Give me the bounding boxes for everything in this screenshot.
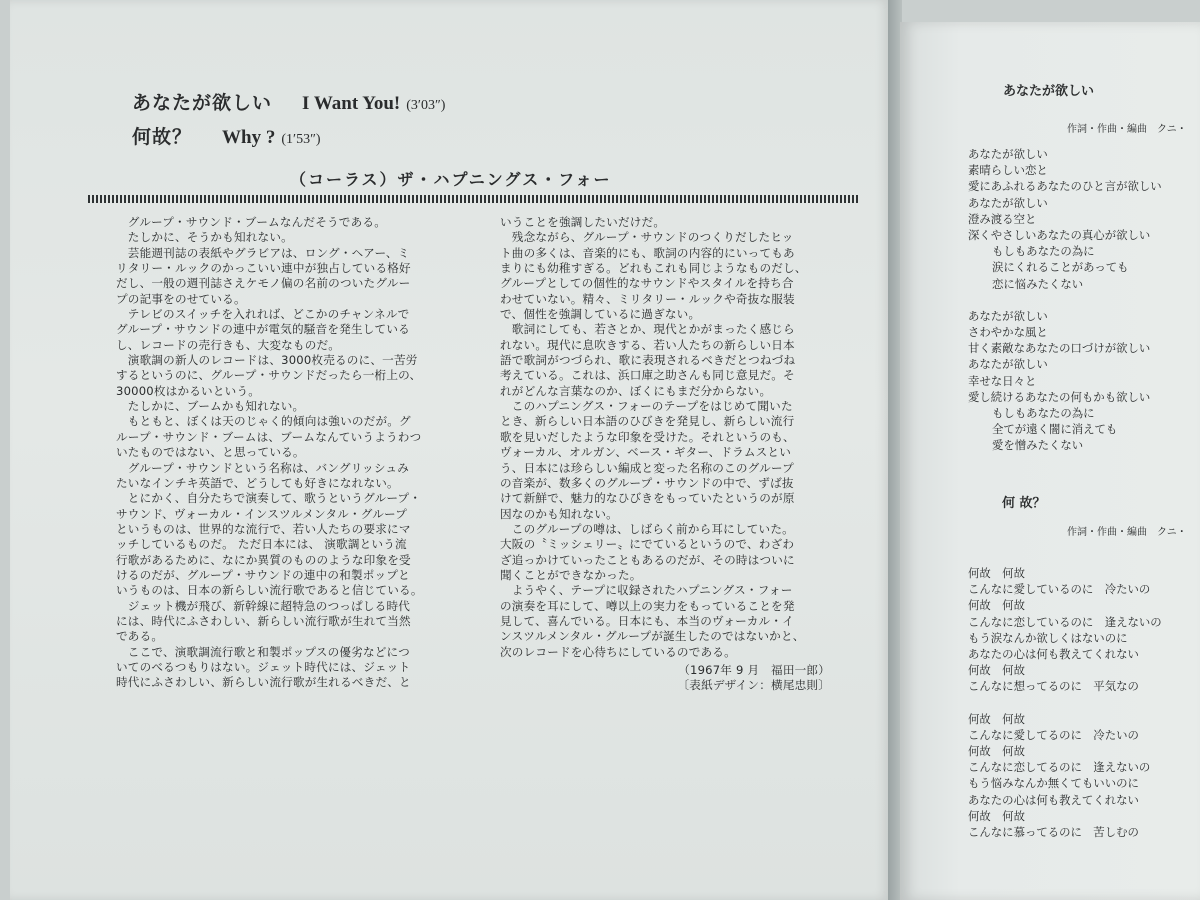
lyric-line: 愛にあふれるあなたのひと言が欲しい (968, 179, 1162, 194)
liner-note-line: いてのべるつもりはない。ジェット時代には、ジェット (116, 659, 411, 674)
lyric-line: 何故 何故 (968, 808, 1025, 823)
lyric-line: こんなに愛しているのに 冷たいの (968, 582, 1151, 597)
author-signature: （1967年 9 月 福田一郎） (678, 662, 830, 677)
liner-note-line: れがどんな言葉なのか、ぼくにもまだ分からない。 (500, 383, 772, 398)
lyric-line: もしもあなたの為に (992, 406, 1095, 421)
liner-note-line: ループ・サウンド・ブームは、ブームなんていうようわつ (116, 429, 422, 444)
liner-note-line: とき、新らしい日本語のひびきを発見し、新らしい流行 (500, 414, 795, 429)
lyric-line: こんなに想ってるのに 平気なの (968, 679, 1139, 694)
liner-note-line: の演奏を耳にして、噂以上の実力をもっていることを発 (500, 598, 795, 613)
lyric-line: こんなに恋しているのに 逢えないの (968, 614, 1162, 629)
liner-note-line: 時代にふさわしい、新らしい流行歌が生れるべきだ、と (116, 675, 411, 690)
liner-note-line: 演歌調の新人のレコードは、3000枚売るのに、一苦労 (116, 353, 418, 368)
lyrics-title-1: あなたが欲しい (1003, 84, 1095, 99)
liner-note-line: いたものではない、と思っている。 (116, 445, 305, 460)
lyrics-credit-2: 作詞・作曲・編曲 クニ・ (1067, 527, 1187, 538)
liner-note-line: たいなインチキ英語で、どうしても好きになれない。 (116, 475, 399, 490)
liner-note-line: 聞くことができなかった。 (500, 567, 642, 582)
liner-note-line: ト曲の多くは、音楽的にも、歌詞の内容的にいってもあ (500, 245, 795, 260)
lyric-line: 澄み渡る空と (968, 211, 1037, 226)
song-title-1-time: (3′03″) (406, 98, 446, 113)
liner-notes-left-column (116, 215, 476, 691)
song-title-2-jp: 何故？ (132, 126, 193, 148)
lyric-line: 深くやさしいあなたの真心が欲しい (968, 228, 1151, 243)
liner-note-line: ンスツルメンタル・グループが誕生したのではないかと、 (500, 629, 805, 644)
lyrics-title-2: 何 故？ (1002, 496, 1046, 511)
liner-note-line: けて新鮮で、魅力的なひびきをもっていたというのが原 (500, 491, 795, 506)
stanza-break (968, 695, 1162, 711)
liner-note-line: ようやく、テープに収録されたハプニングス・フォー (500, 583, 793, 598)
song-title-1-en: I Want You! (302, 93, 401, 114)
liner-note-line: 次のレコードを心待ちにしているのである。 (500, 644, 736, 659)
liner-note-line: リタリー・ルックのかっこいい連中が独占している格好 (116, 261, 411, 276)
lyric-line: 何故 何故 (968, 566, 1025, 580)
lyric-line: あなたの心は何も教えてくれない (968, 792, 1139, 807)
lyric-line: さわやかな風と (968, 325, 1048, 340)
lyric-line: 何故 何故 (968, 663, 1025, 678)
lyric-line: 愛し続けるあなたの何もかも欲しい (968, 389, 1151, 404)
liner-note-line: 大阪の〝ミッシェリー〟にでているというので、わざわ (500, 537, 795, 552)
liner-note-line: サウンド、ヴォーカル・インスツルメンタル・グループ (116, 506, 408, 521)
liner-note-line: だし、一般の週刊誌さえケモノ偏の名前のついたグルー (116, 276, 411, 291)
liner-note-line: う、日本には珍らしい編成と変った名称のこのグループ (500, 460, 794, 475)
lyric-line: 全てが遠く闇に消えても (992, 422, 1118, 437)
liner-note-line: 行歌があるために、なにか異質のもののような印象を受 (116, 552, 411, 567)
liner-note-line: このハプニングス・フォーのテープをはじめて聞いた (500, 399, 793, 414)
liner-note-line: わせていない。精々、ミリタリー・ルックや奇抜な服装 (500, 291, 795, 306)
lyric-line: もう悩みなんか無くてもいいのに (968, 776, 1139, 791)
chorus-credit: （コーラス）ザ・ハプニングス・フォー (290, 170, 612, 189)
lyric-line: 何故 何故 (968, 711, 1025, 726)
liner-note-line: し、レコードの売行きも、大変なものだ。 (116, 337, 341, 352)
dotted-divider (88, 195, 860, 203)
liner-note-line: プの記事をのせている。 (116, 291, 246, 306)
song-title-2-time: (1′53″) (281, 132, 321, 147)
lyrics-credit-1: 作詞・作曲・編曲 クニ・ (1067, 124, 1187, 135)
lyrics-block-1 (968, 146, 1162, 454)
lyric-line: あなたが欲しい (968, 195, 1048, 210)
liner-note-line: で、個性を強調しているに過ぎない。 (500, 307, 701, 322)
liner-note-line: このグループの噂は、しばらく前から耳にしていた。 (500, 521, 794, 536)
liner-note-line: グループ・サウンドという名称は、バングリッシュみ (116, 460, 409, 475)
liner-note-line: いうことを強調したいだけだ。 (500, 215, 666, 229)
lyric-line: あなたが欲しい (968, 147, 1048, 161)
liner-note-line: テレビのスイッチを入れれば、どこかのチャンネルで (116, 307, 410, 322)
lyric-line: 涙にくれることがあっても (992, 260, 1129, 275)
lyric-line: こんなに恋してるのに 逢えないの (968, 760, 1151, 775)
liner-note-line: 語で歌詞がつづられ、歌に表現されるべきだとつねづね (500, 353, 796, 368)
liner-note-line: ヴォーカル、オルガン、ベース・ギター、ドラムスとい (500, 445, 792, 460)
liner-note-line: 見して、喜んでいる。日本にも、本当のヴォーカル・イ (500, 613, 794, 628)
liner-note-line: まりにも幼稚すぎる。どれもこれも同じようなものだし、 (500, 261, 807, 276)
song-title-2-en: Why ? (222, 127, 276, 148)
lyric-line: もしもあなたの為に (992, 244, 1095, 259)
liner-note-line: というものは、世界的な流行で、若い人たちの要求にマ (116, 521, 411, 536)
liner-note-line: グループとしての個性的なサウンドやスタイルを持ち合 (500, 276, 794, 291)
lyric-line: 甘く素敵なあなたの口づけが欲しい (968, 341, 1151, 356)
liner-note-line: いうものは、日本の新らしい流行歌であると信じている。 (116, 583, 423, 598)
lyric-line: あなたの心は何も教えてくれない (968, 647, 1139, 662)
liner-note-line: ジェット機が飛び、新幹線に超特急のつっぱしる時代 (116, 598, 411, 613)
liner-note-line: 芸能週刊誌の表紙やグラビアは、ロング・ヘアー、ミ (116, 245, 410, 260)
liner-note-line: である。 (116, 629, 164, 644)
lyric-line: 何故 何故 (968, 744, 1025, 759)
liner-note-line: 歌詞にしても、若さとか、現代とかがまったく感じら (500, 322, 795, 337)
liner-note-line: 30000枚はかるいという。 (116, 383, 261, 398)
liner-note-line: ざ追っかけていったこともあるのだが、その時はついに (500, 552, 795, 567)
song-title-1 (132, 88, 445, 115)
lyric-line: こんなに愛してるのに 冷たいの (968, 727, 1139, 742)
lyric-line: 素晴らしい恋と (968, 163, 1048, 178)
liner-note-line: グループ・サウンドの連中が電気的騒音を発生している (116, 322, 410, 337)
liner-note-line: には、時代にふさわしい、新らしい流行歌が生れて当然 (116, 613, 411, 628)
liner-note-line: とにかく、自分たちで演奏して、歌うというグループ・ (116, 491, 422, 506)
liner-note-line: 因なのかも知れない。 (500, 506, 618, 521)
lyric-line: もう涙なんか欲しくはないのに (968, 630, 1128, 645)
song-title-1-jp: あなたが欲しい (132, 92, 273, 114)
liner-note-line: するというのに、グループ・サウンドだったら一桁上の、 (116, 368, 422, 383)
liner-note-line: 考えている。これは、浜口庫之助さんも同じ意見だ。そ (500, 368, 795, 383)
lyrics-block-2 (968, 565, 1162, 840)
lyric-line: 幸せな日々と (968, 373, 1037, 388)
liner-note-line: 歌を見いだしたような印象を受けた。それというのも、 (500, 429, 795, 444)
liner-note-line: けるのだが、グループ・サウンドの連中の和製ポップと (116, 567, 410, 582)
lyric-line: 恋に悩みたくない (992, 276, 1084, 291)
lyric-line: あなたが欲しい (968, 357, 1048, 372)
liner-note-line: れない。現代に息吹きする、若い人たちの新らしい日本 (500, 337, 795, 352)
lyric-line: こんなに慕ってるのに 苦しむの (968, 825, 1139, 840)
liner-note-line: たしかに、そうかも知れない。 (116, 230, 293, 245)
liner-note-line: ここで、演歌調流行歌と和製ポップスの優劣などにつ (116, 644, 410, 659)
liner-note-line: 残念ながら、グループ・サウンドのつくりだしたヒッ (500, 230, 794, 245)
liner-note-line: グループ・サウンド・ブームなんだそうである。 (116, 215, 386, 229)
liner-note-line: ッチしているものだ。 ただ日本には、 演歌調という流 (116, 537, 407, 552)
lyric-line: 何故 何故 (968, 598, 1025, 613)
stanza-break (968, 292, 1162, 308)
lyric-line: 愛を憎みたくない (992, 438, 1084, 453)
cover-design-credit: 〔表紙デザイン：横尾忠則〕 (677, 678, 830, 693)
lyric-line: あなたが欲しい (968, 308, 1048, 323)
liner-note-line: たしかに、ブームかも知れない。 (116, 399, 305, 414)
song-title-2 (132, 122, 321, 149)
liner-note-line: の音楽が、数多くのグループ・サウンドの中で、ずば抜 (500, 475, 794, 490)
liner-notes-right-column (500, 215, 840, 694)
liner-note-line: もともと、ぼくは天のじゃく的傾向は強いのだが。グ (116, 414, 411, 429)
